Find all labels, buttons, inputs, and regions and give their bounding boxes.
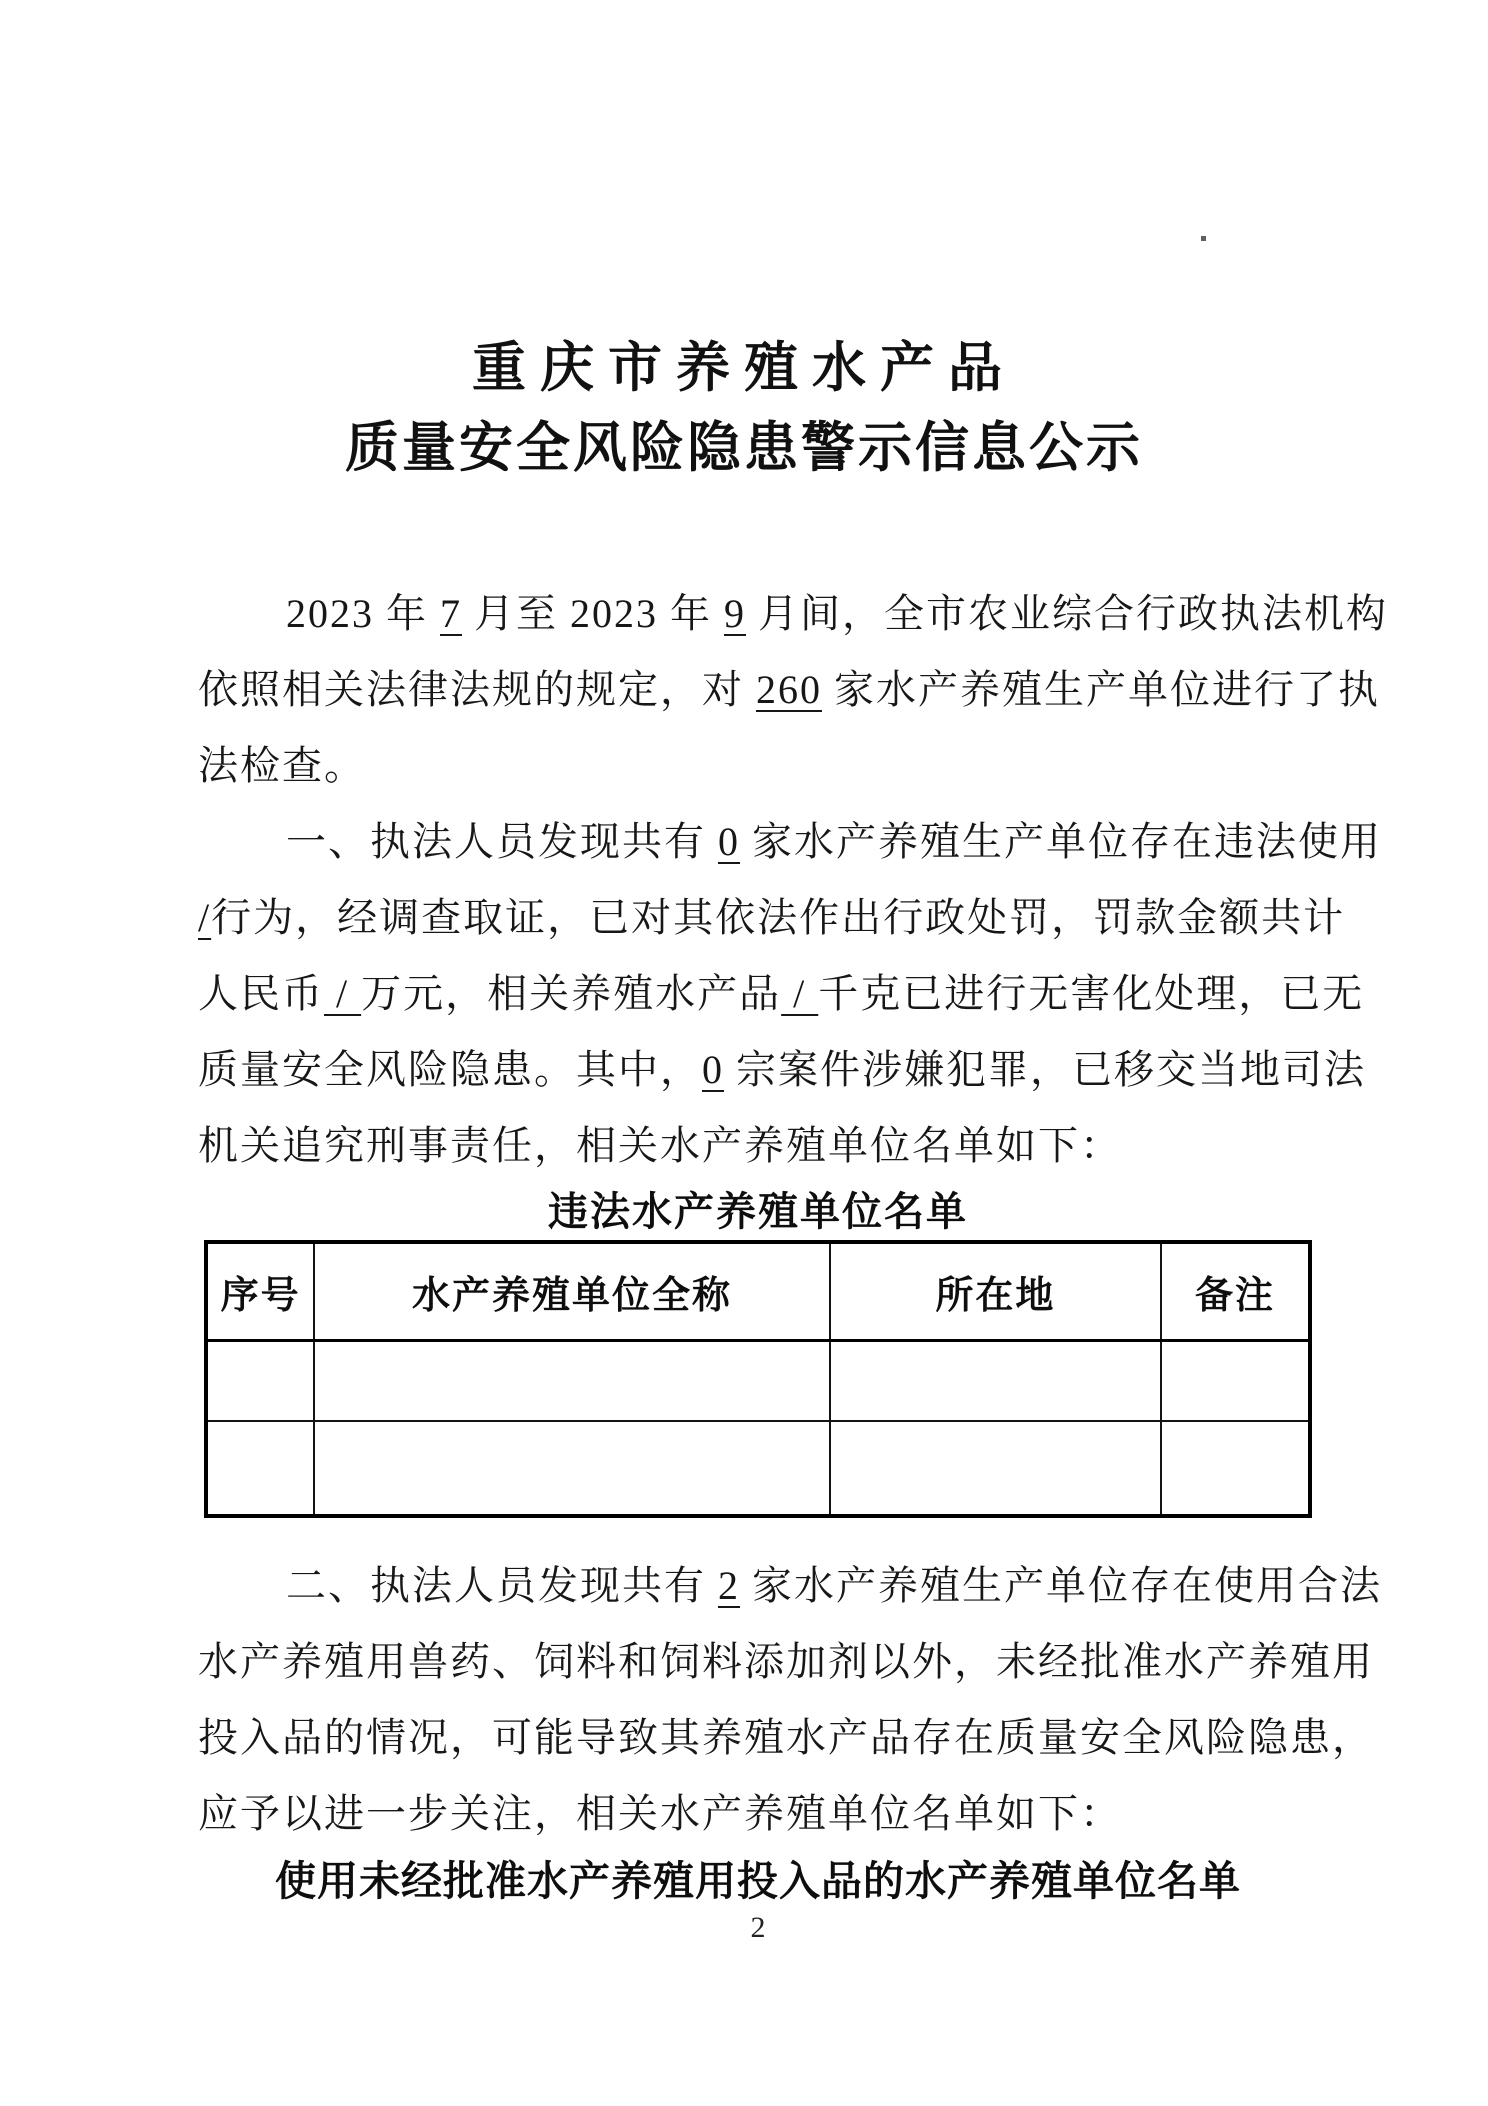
text-segment: 家水产养殖生产单位进行了执 bbox=[822, 667, 1380, 712]
underlined-value: / bbox=[324, 971, 362, 1016]
table-cell bbox=[314, 1341, 830, 1422]
text-segment: 行为，经调查取证，已对其依法作出行政处罚，罚款金额共计 bbox=[211, 895, 1346, 940]
document-title bbox=[0, 328, 1488, 488]
text-segment: 千克已进行无害化处理，已无 bbox=[818, 971, 1365, 1016]
underlined-value: 2 bbox=[718, 1563, 740, 1608]
underlined-value: 260 bbox=[756, 667, 822, 712]
text-segment: 家水产养殖生产单位存在使用合法 bbox=[740, 1563, 1382, 1608]
text-segment: 水产养殖用兽药、饲料和饲料添加剂以外，未经批准水产养殖用 bbox=[198, 1639, 1374, 1684]
title-line-1: 重庆市养殖水产品 bbox=[472, 338, 1016, 398]
table-header-cell: 所在地 bbox=[830, 1242, 1161, 1341]
table-row bbox=[206, 1421, 1310, 1516]
document-body bbox=[198, 576, 1388, 1946]
text-segment: 投入品的情况，可能导致其养殖水产品存在质量安全风险隐患， bbox=[198, 1715, 1374, 1760]
text-line bbox=[198, 956, 1365, 1032]
text-line bbox=[198, 880, 1346, 956]
text-line bbox=[198, 804, 1382, 880]
text-line bbox=[198, 1624, 1374, 1700]
text-segment: 月间，全市农业综合行政执法机构 bbox=[746, 591, 1388, 636]
violation-units-table bbox=[204, 1240, 1312, 1518]
underlined-value: / bbox=[198, 895, 212, 940]
text-segment: 二、执法人员发现共有 bbox=[286, 1563, 718, 1608]
title-line-2: 质量安全风险隐患警示信息公示 bbox=[345, 418, 1143, 478]
paragraph-1 bbox=[198, 576, 1388, 804]
text-line bbox=[198, 576, 1388, 652]
underlined-value: 0 bbox=[702, 1047, 724, 1092]
text-line bbox=[198, 1032, 1366, 1108]
text-segment: 月至 2023 年 bbox=[462, 591, 724, 636]
text-segment: 2023 年 bbox=[286, 591, 440, 636]
table-row bbox=[206, 1341, 1310, 1422]
text-segment: 应予以进一步关注，相关水产养殖单位名单如下： bbox=[198, 1791, 1122, 1836]
paragraph-3 bbox=[198, 1548, 1382, 1852]
text-line bbox=[198, 1700, 1374, 1776]
table-cell bbox=[206, 1341, 314, 1422]
table-cell bbox=[830, 1421, 1161, 1516]
text-segment: 一、执法人员发现共有 bbox=[286, 819, 718, 864]
text-segment: 机关追究刑事责任，相关水产养殖单位名单如下： bbox=[198, 1123, 1122, 1168]
underlined-value: 7 bbox=[440, 591, 462, 636]
text-segment: 人民币 bbox=[198, 971, 324, 1016]
text-segment: 万元，相关养殖水产品 bbox=[361, 971, 782, 1016]
scan-artifact-dot bbox=[1201, 236, 1206, 241]
table-body bbox=[206, 1341, 1310, 1517]
table-header-cell: 备注 bbox=[1161, 1242, 1310, 1341]
underlined-value: 0 bbox=[718, 819, 740, 864]
text-line bbox=[198, 1108, 1318, 1184]
underlined-value: / bbox=[781, 971, 819, 1016]
table-cell bbox=[830, 1341, 1161, 1422]
text-line bbox=[198, 652, 1380, 728]
text-segment: 依照相关法律法规的规定，对 bbox=[198, 667, 756, 712]
text-line bbox=[198, 1776, 1318, 1852]
underlined-value: 9 bbox=[724, 591, 746, 636]
text-segment: 家水产养殖生产单位存在违法使用 bbox=[740, 819, 1382, 864]
page-number: 2 bbox=[750, 1911, 766, 1944]
table-cell bbox=[1161, 1421, 1310, 1516]
table-cell bbox=[206, 1421, 314, 1516]
text-segment: 质量安全风险隐患。其中， bbox=[198, 1047, 702, 1092]
text-line bbox=[198, 728, 1318, 804]
table-title: 违法水产养殖单位名单 bbox=[548, 1190, 968, 1234]
text-line bbox=[198, 1548, 1382, 1624]
text-segment: 宗案件涉嫌犯罪，已移交当地司法 bbox=[724, 1047, 1366, 1092]
subheading: 使用未经批准水产养殖用投入品的水产养殖单位名单 bbox=[275, 1858, 1241, 1904]
text-segment: 法检查。 bbox=[198, 743, 366, 788]
table-header-cell: 序号 bbox=[206, 1242, 314, 1341]
table-cell bbox=[314, 1421, 830, 1516]
table-cell bbox=[1161, 1341, 1310, 1422]
paragraph-2 bbox=[198, 804, 1382, 1184]
table-header-row bbox=[206, 1242, 1310, 1341]
table-header-cell: 水产养殖单位全称 bbox=[314, 1242, 830, 1341]
